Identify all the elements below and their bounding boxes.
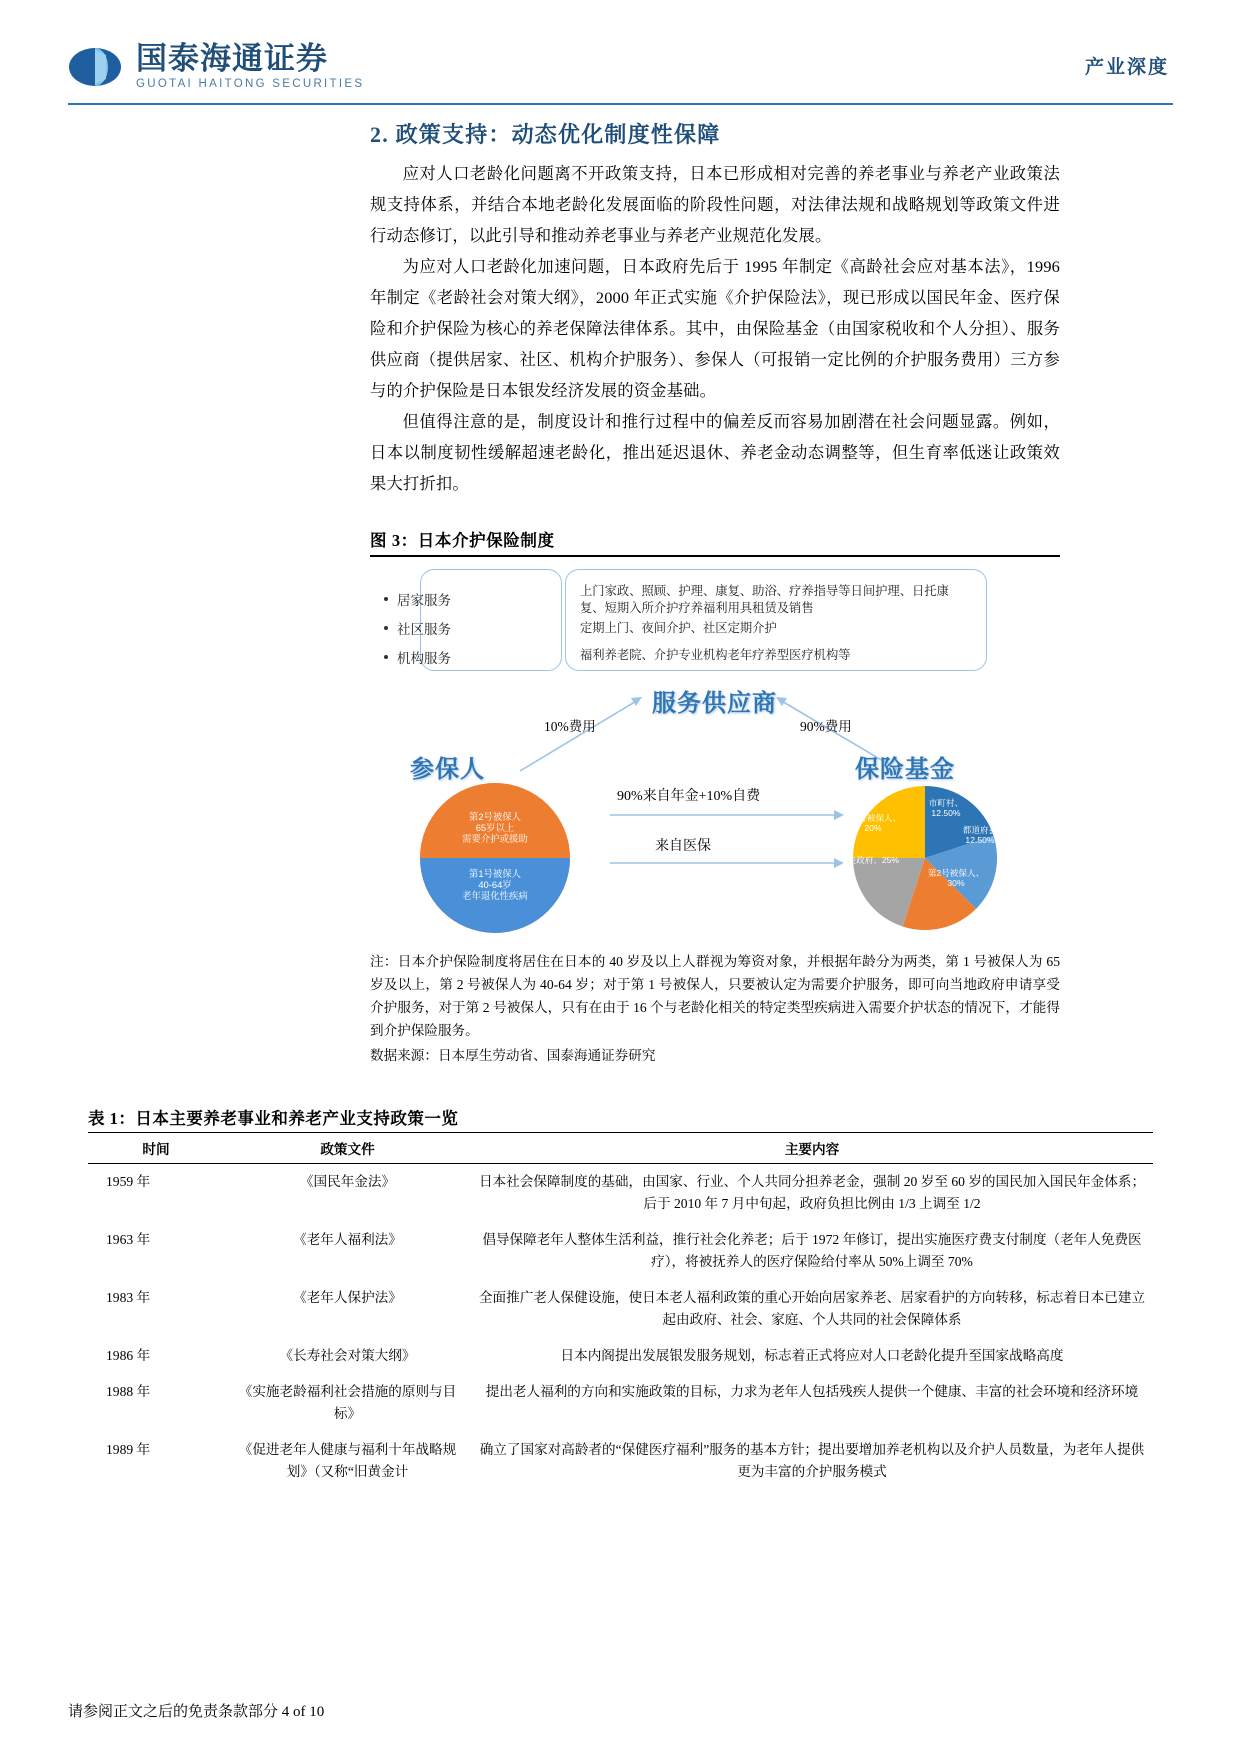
logo-text-cn: 国泰海通证券 (136, 41, 328, 77)
table-cell-year: 1988 年 (106, 1384, 151, 1399)
flow-label-pension: 90%来自年金+10%自费 (617, 788, 761, 804)
fund-pie-label-insured2: 第2号被保人、 30% (927, 867, 985, 888)
table-row (88, 1338, 1153, 1374)
insured-pie-label-top: 第2号被保人 65岁以上 需要介护或援助 (462, 810, 528, 844)
main-content-column (370, 118, 1060, 1064)
page-header (0, 0, 1241, 108)
company-logo (68, 40, 364, 94)
table-title: 表 1：日本主要养老事业和养老产业支持政策一览 (88, 1109, 459, 1128)
service-description-1: 定期上门、夜间介护、社区定期介护 (580, 620, 777, 635)
table-cell-year: 1989 年 (106, 1442, 151, 1457)
logo-mark-icon (68, 40, 122, 94)
logo-text-en: GUOTAI HAITONG SECURITIES (136, 78, 365, 91)
table-cell-content: 日本内阁提出发展银发服务规划，标志着正式将应对人口老龄化提升至国家战略高度 (560, 1348, 1064, 1363)
insured-pie-chart (400, 778, 590, 938)
figure-title-rule (370, 555, 1060, 557)
table-cell-document: 《老年人福利法》 (293, 1232, 402, 1247)
insured-pie-label-bottom: 第1号被保人 40-64岁 老年退化性疾病 (462, 867, 528, 901)
table-cell-content: 确立了国家对高龄者的“保健医疗福利”服务的基本方针；提出要增加养老机构以及介护人员数量，为老年人提供更为丰富的介护服务模式 (479, 1442, 1145, 1479)
insured-label: 参保人 (410, 755, 485, 783)
policy-table (88, 1132, 1153, 1490)
fund-pie-label-central: 中央政府、25% (838, 854, 900, 865)
table-header-content: 主要内容 (471, 1133, 1153, 1164)
table-header-time: 时间 (88, 1133, 224, 1164)
provider-label: 服务供应商 (652, 689, 777, 717)
fee-left-label: 10%费用 (544, 718, 596, 734)
table-cell-year: 1963 年 (106, 1232, 151, 1247)
fund-pie-label-prefecture: 都道府县 12.50% (962, 824, 998, 845)
service-type-label: 居家服务 (397, 592, 451, 608)
paragraph-1: 应对人口老龄化问题离不开政策支持，日本已形成相对完善的养老事业与养老产业政策法规支持体系，并结合本地老龄化发展面临的阶段性问题，对法律法规和战略规划等政策文件进行动态修订，以此引导和推动养老事业与养老产业规范化发展。 (370, 164, 1060, 245)
table-cell-content: 全面推广老人保健设施，使日本老人福利政策的重心开始向居家养老、居家看护的方向转移，标志着日本已建立起由政府、社会、家庭、个人共同的社会保障体系 (478, 1290, 1146, 1327)
table-row (88, 1432, 1153, 1490)
table-cell-document: 《促进老年人健康与福利十年战略规划》（又称“旧黄金计 (238, 1442, 457, 1479)
table-cell-content: 日本社会保障制度的基础，由国家、行业、个人共同分担养老金，强制 20 岁至 60 岁的国民加入国民年金体系；后于 2010 年 7 月中旬起，政府负担比例由 1/3 上调至 1/2 (478, 1174, 1146, 1211)
header-category-label: 产业深度 (1084, 57, 1169, 78)
page-footer: 请参阅正文之后的免责条款部分 4 of 10 (68, 1704, 325, 1720)
service-description-0: 上门家政、照顾、护理、康复、助浴、疗养指导等日间护理、日托康复、短期入所介护疗养福利用具租赁及销售 (580, 583, 949, 615)
table-cell-document: 《长寿社会对策大纲》 (279, 1348, 416, 1363)
table-cell-year: 1983 年 (106, 1290, 151, 1305)
policy-table-section (88, 1105, 1153, 1490)
table-row (88, 1280, 1153, 1338)
fund-pie-label-municipal: 市町村、 12.50% (928, 797, 964, 818)
service-description-2: 福利养老院、介护专业机构老年疗养型医疗机构等 (580, 647, 851, 662)
table-cell-document: 《老年人保护法》 (293, 1290, 402, 1305)
fund-pie-chart (825, 778, 1025, 938)
table-row (88, 1222, 1153, 1280)
service-type-label: 社区服务 (397, 621, 451, 637)
table-cell-content: 提出老人福利的方向和实施政策的目标，力求为老年人包括残疾人提供一个健康、丰富的社会环境和经济环境 (485, 1384, 1139, 1399)
fund-label: 保险基金 (855, 755, 955, 783)
table-row (88, 1164, 1153, 1223)
table-header-document: 政策文件 (224, 1133, 471, 1164)
paragraph-3: 但值得注意的是，制度设计和推行过程中的偏差反而容易加剧潜在社会问题显露。例如，日本以制度韧性缓解超速老龄化，推出延迟退休、养老金动态调整等，但生育率低迷让政策效果大打折扣。 (370, 412, 1060, 493)
fee-right-label: 90%费用 (800, 718, 852, 734)
section-title: 2. 政策支持：动态优化制度性保障 (370, 122, 721, 147)
table-row (88, 1374, 1153, 1432)
header-divider (68, 103, 1173, 105)
fund-pie-label-insured1: 第1号被保人、 20% (844, 812, 902, 833)
figure-title: 图 3：日本介护保险制度 (370, 531, 555, 550)
paragraph-2: 为应对人口老龄化加速问题，日本政府先后于 1995 年制定《高龄社会应对基本法》，1996 年制定《老龄社会对策大纲》，2000 年正式实施《介护保险法》，现已形成以国民年金、医疗保险和介护保险为核心的养老保障法律体系。其中，由保险基金（由国家税收和个人分担）、服务供应商（提供居家、社区、机构介护服务）、参保人（可报销一定比例的介护服务费用）三方参与的介护保险是日本银发经济发展的资金基础。 (370, 257, 1060, 400)
service-type-label: 机构服务 (397, 650, 451, 666)
table-cell-document: 《实施老龄福利社会措施的原则与目标》 (238, 1384, 457, 1421)
figure-note: 注：日本介护保险制度将居住在日本的 40 岁及以上人群视为筹资对象，并根据年龄分为两类，第 1 号被保人为 65 岁及以上，第 2 号被保人为 40-64 岁；对于第 1 号被保人，只要被认定为需要介护服务，即可向当地政府申请享受介护服务，对于第 2 号被保人，只有在由于 16 个与老龄化相关的特定类型疾病进入需要介护状态的情况下，才能得到介护保险服务。 (370, 953, 1060, 1038)
table-cell-content: 倡导保障老年人整体生活利益，推行社会化养老；后于 1972 年修订，提出实施医疗费支付制度（老年人免费医疗），将被抚养人的医疗保险给付率从 50%上调至 70% (482, 1232, 1142, 1269)
figure-source: 数据来源：日本厚生劳动省、国泰海通证券研究 (370, 1047, 656, 1063)
table-cell-year: 1959 年 (106, 1174, 151, 1189)
table-header-row (88, 1133, 1153, 1164)
flow-label-medical: 来自医保 (655, 838, 711, 854)
table-cell-year: 1986 年 (106, 1348, 151, 1363)
table-cell-document: 《国民年金法》 (299, 1174, 396, 1189)
figure-3-diagram (370, 563, 1060, 948)
